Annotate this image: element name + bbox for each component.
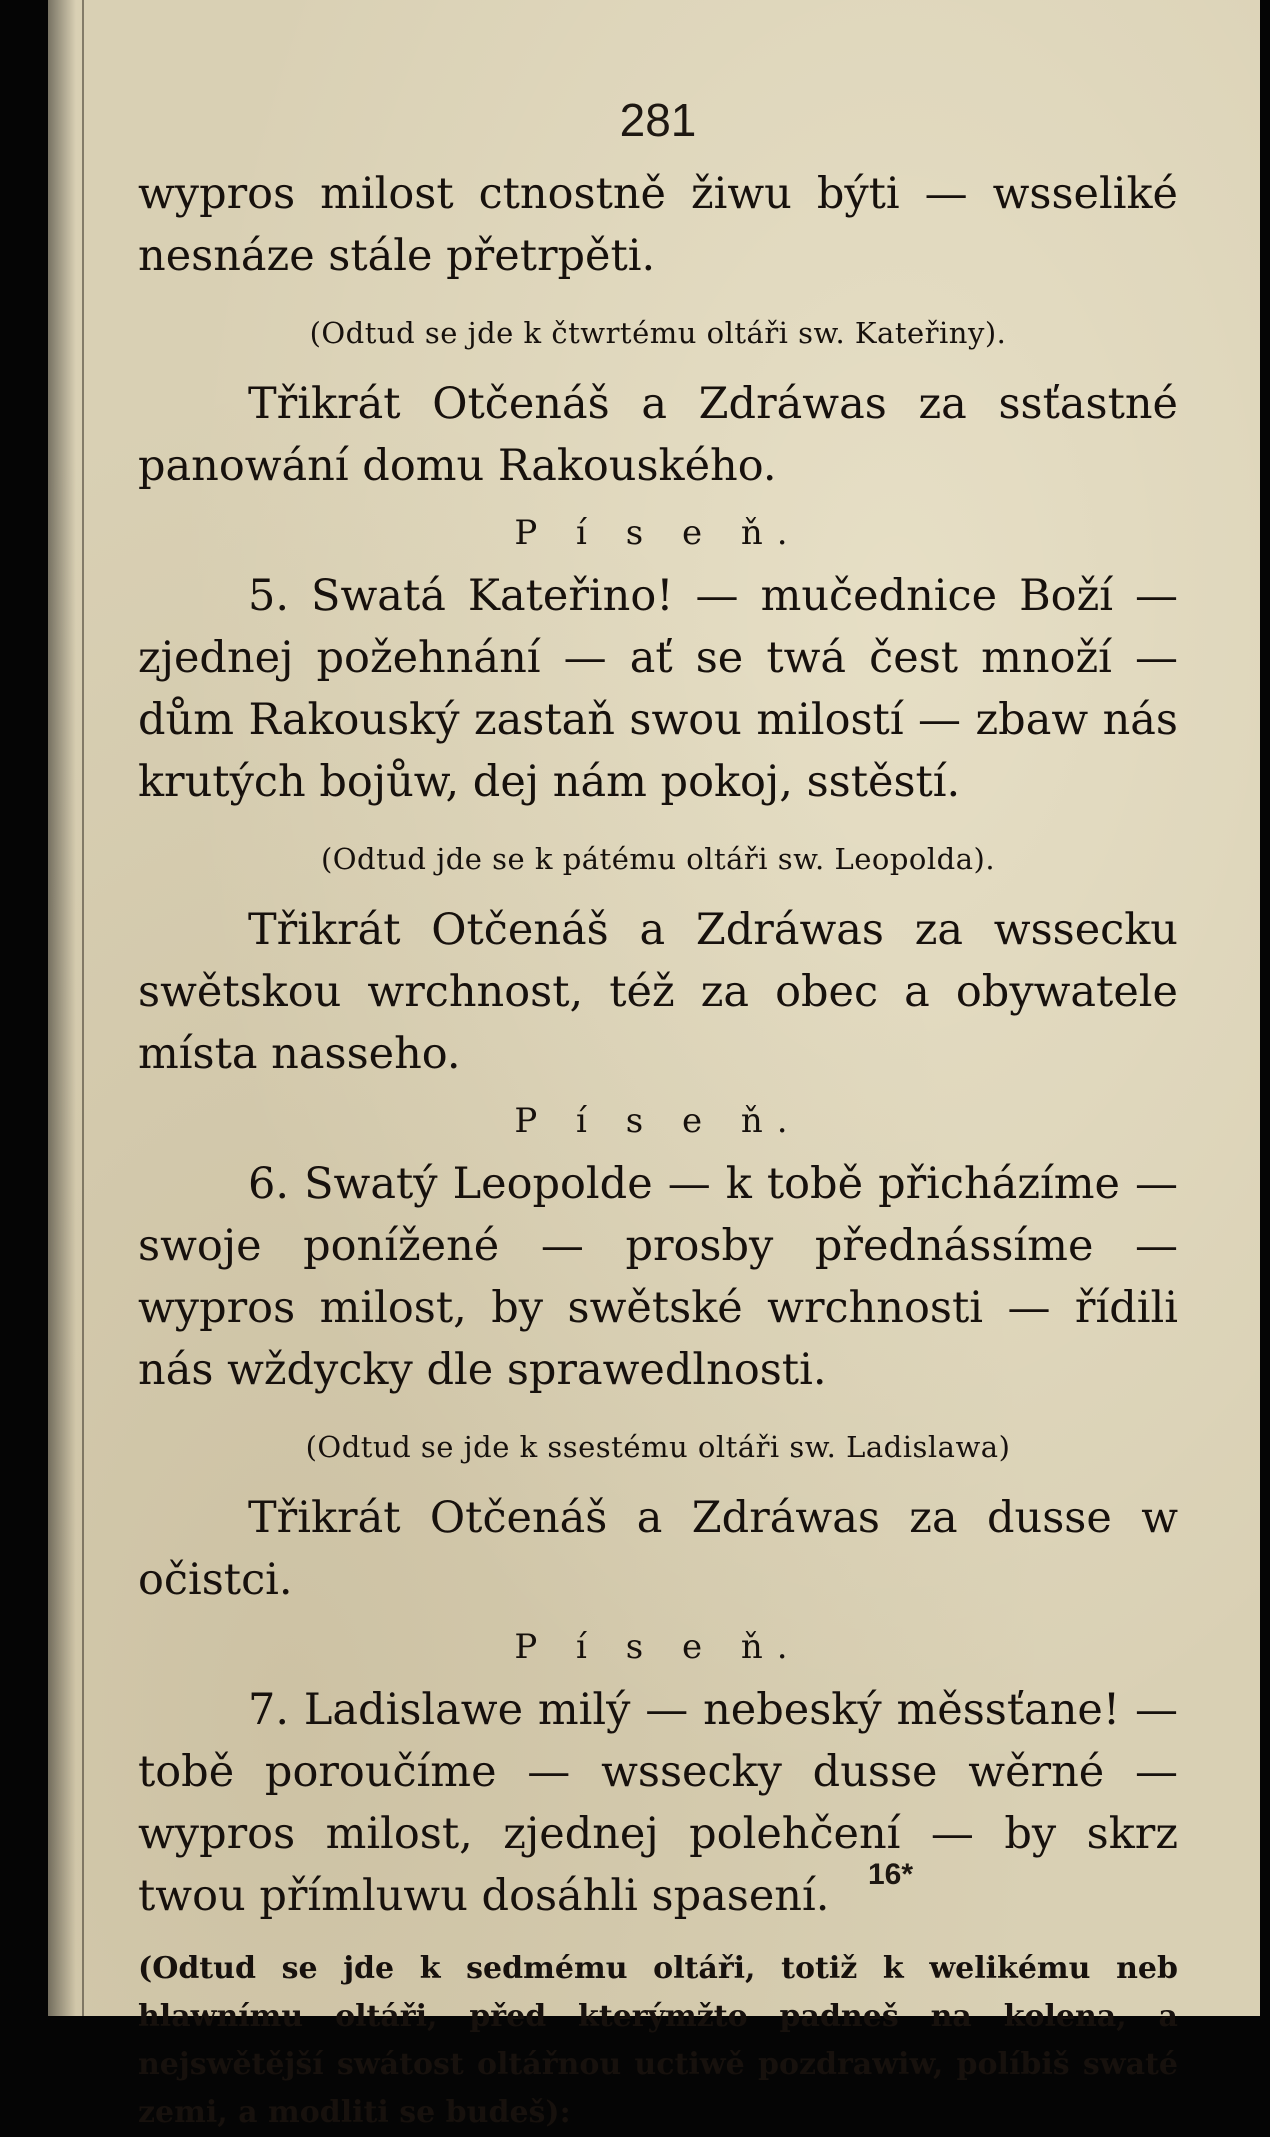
paragraph-continuation: wypros milost ctnostně žiwu býti — wsseliké nesnáze stále přetrpěti. — [138, 169, 1178, 281]
prayer-instruction: Třikrát Otčenáš a Zdráwas za dusse w očistci. — [138, 1493, 1178, 1605]
page-number: 281 — [619, 94, 697, 146]
prayer-instruction: Třikrát Otčenáš a Zdráwas za wssecku swětskou wrchnost, též za obec a obywatele místa nasseho. — [138, 905, 1178, 1079]
text-block — [138, 85, 1178, 2137]
hymn-verse-7: 7. Ladislawe milý — nebeský měssťane! — tobě poroučíme — wssecky dusse wěrné — wypros milost, zjednej polehčení — by skrz twou přímluwu dosáhli spasení. — [138, 1685, 1178, 1921]
signature-mark: 16* — [868, 1858, 914, 1891]
gutter-line — [82, 0, 84, 2016]
hymn-heading: P í s e ň. — [514, 513, 802, 553]
hymn-heading: P í s e ň. — [514, 1627, 802, 1667]
rubric-fifth-altar: (Odtud jde se k pátému oltáři sw. Leopolda). — [320, 842, 996, 876]
rubric-sixth-altar: (Odtud se jde k ssestému oltáři sw. Ladislawa) — [305, 1430, 1011, 1464]
rubric-fourth-altar: (Odtud se jde k čtwrtému oltáři sw. Kateřiny). — [309, 316, 1007, 350]
rubric-seventh-altar: (Odtud se jde k sedmému oltáři, totiž k welikému neb hlawnímu oltáři, před kterýmžto padneš na kolena, a nejswětější swátost oltářnou uctiwě pozdrawiw, políbiš swaté zemi, a modliti se budeš): — [138, 1951, 1178, 2130]
book-page — [48, 0, 1260, 2130]
hymn-verse-6: 6. Swatý Leopolde — k tobě přicházíme — swoje ponížené — prosby přednássíme — wypros milost, by swětské wrchnosti — řídili nás wždycky dle sprawedlnosti. — [138, 1159, 1178, 1395]
gutter-shadow — [48, 0, 76, 2016]
prayer-instruction: Třikrát Otčenáš a Zdráwas za ssťastné panowání domu Rakouského. — [138, 379, 1178, 491]
hymn-heading: P í s e ň. — [514, 1101, 802, 1141]
hymn-verse-5: 5. Swatá Kateřino! — mučednice Boží — zjednej požehnání — ať se twá čest množí — dům Rakouský zastaň swou milostí — zbaw nás krutých bojůw, dej nám pokoj, sstěstí. — [138, 571, 1178, 807]
